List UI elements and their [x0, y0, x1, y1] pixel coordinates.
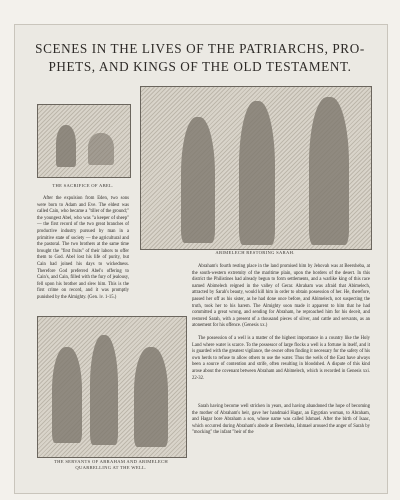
paragraph-abel: After the expulsion from Eden, two sons were born to Adam and Eve. The eldest was called Cain, who became a "tiller of the ground;" the youngest Abel, who was "a keeper of sheep" — the first record of the two great branches of productive industry pursued by man in a primitive state of society — the agricultural and the pastoral. The two brothers at the same time brought the "first fruits" of their labors to offer them to God. Abel lost his life of purity, but Cain had joined his days to wickedness. Therefore God preferred Abel's offering to Cain's, and Cain, filled with the fury of jealousy, fell upon his brother and slew him. This is the first crime on record, and it was promptly punished by the Almighty. (Gen. iv. 1-15.) [37, 196, 129, 300]
illustration-abimelech-restoring-sarah [140, 86, 372, 250]
paragraph-sarah: Abraham's fourth resting place in the land promised him by Jehovah was at Beersheba, at the south-western extremity of the maritime plain, upon the borders of the desert. In this district the Philistines had already begun to form settlements, and a warlike king of this race named Abimelech reigned in the valley of Gerar. Abraham was afraid that Abimelech, attracted by Sarah's beauty, would kill him in order to obtain possession of her. He, therefore, passed her off as his sister, as he had done once before, and Abimelech, not suspecting the truth, took her to his harem. The Almighty soon made it apparent to him that he had committed a great wrong, and sending for Abraham, he reproached him for his deceit, and restored Sarah, with a present of a thousand pieces of silver, and cattle and servants, as an atonement for his offence. (Genesis xx.) [192, 264, 370, 329]
caption-servants-at-well: THE SERVANTS OF ABRAHAM AND ABIMELECH QUARRELLING AT THE WELL. [54, 459, 168, 470]
illustration-servants-at-well [37, 316, 187, 458]
caption-abimelech-restoring-sarah: ABIMELECH RESTORING SARAH. [215, 250, 295, 255]
text-well [192, 336, 370, 396]
page-title [22, 40, 378, 76]
illustration-sacrifice-of-abel [37, 104, 131, 178]
text-hagar [192, 404, 370, 456]
paragraph-well: The possession of a well is a matter of the highest importance in a country like the Holy Land where water is scarce. To the possessor of large flocks a well is a fortune in itself, and it is guarded with the greatest vigilance, the owner often finding it necessary for the safety of his own herds to refuse to allow others to use the water. Thus the wells of the East have always been a source of contention and strife, often resulting in bloodshed. A dispute of this kind arose about the covenant between Abraham and Abimelech, which is recorded in Genesis xxi. 22-32. [192, 336, 370, 381]
title-line-1: SCENES IN THE LIVES OF THE PATRIARCHS, PRO- [35, 41, 365, 56]
text-sarah [192, 264, 370, 329]
title-line-2: PHETS, AND KINGS OF THE OLD TESTAMENT. [48, 59, 352, 74]
paragraph-hagar: Sarah having become well stricken in years, and having abandoned the hope of becoming the mother of Abraham's heir, gave her handmaid Hagar, an Egyptian woman, to Abraham, and Hagar bore Abraham a son, whose name was called Ishmael. After the birth of Isaac, which occurred during Abraham's abode at Beersheba, Ishmael aroused the anger of Sarah by "mocking" the infant "heir of the [192, 404, 370, 436]
caption-sacrifice-of-abel: THE SACRIFICE OF ABEL. [52, 183, 114, 188]
text-abel [37, 196, 129, 300]
